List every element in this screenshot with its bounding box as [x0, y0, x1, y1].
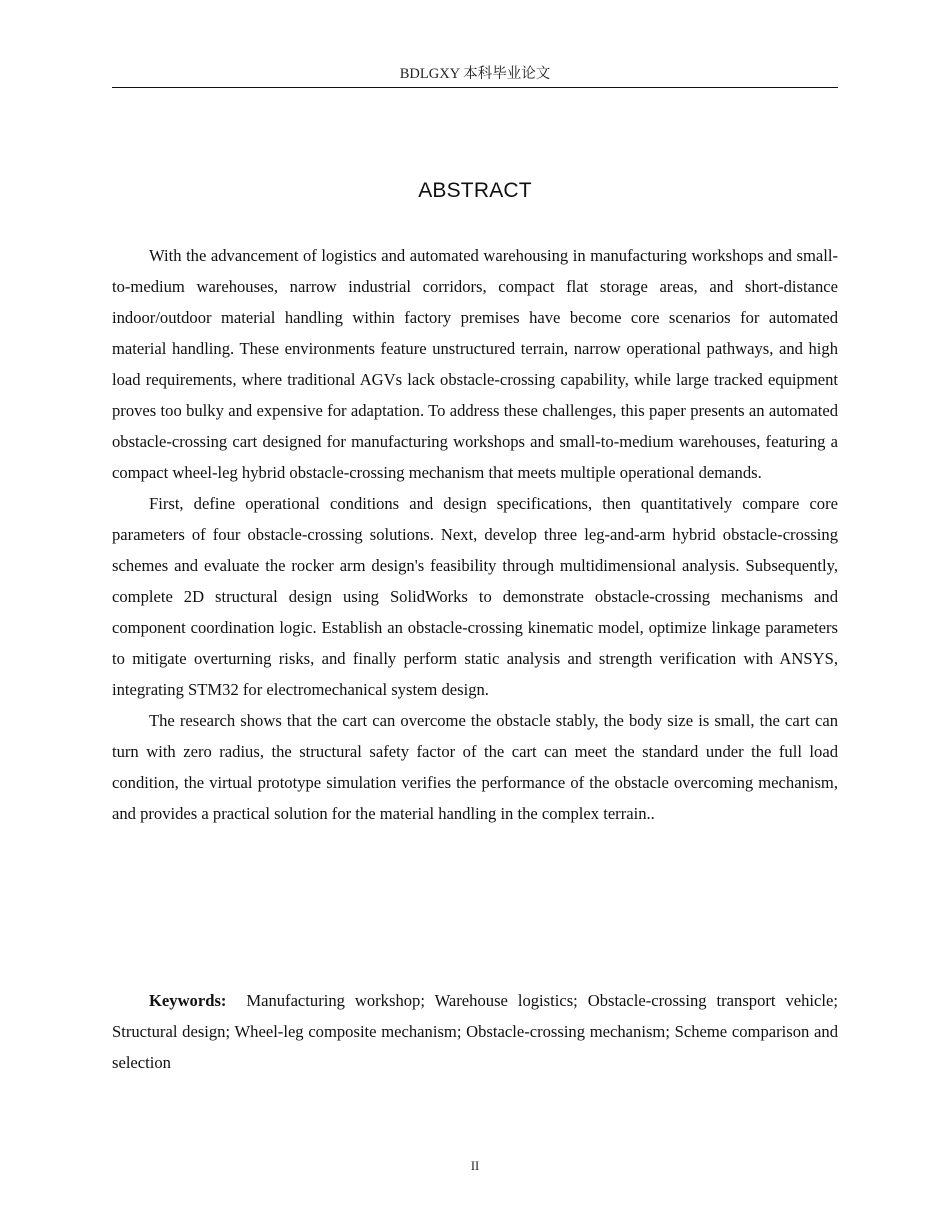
keywords-label: Keywords:: [149, 991, 227, 1010]
abstract-body: [112, 240, 838, 829]
page-number: II: [470, 1159, 480, 1173]
abstract-title: ABSTRACT: [418, 179, 532, 202]
header-rule: [112, 87, 838, 88]
abstract-paragraph-1: With the advancement of logistics and automated warehousing in manufacturing workshops and small-to-medium warehouses, narrow industrial corridors, compact flat storage areas, and short-distance indoor/outdoor material handling within factory premises have become core scenarios for automated material handling. These environments feature unstructured terrain, narrow operational pathways, and high load requirements, where traditional AGVs lack obstacle-crossing capability, while large tracked equipment proves too bulky and expensive for adaptation. To address these challenges, this paper presents an automated obstacle-crossing cart designed for manufacturing workshops and small-to-medium warehouses, featuring a compact wheel-leg hybrid obstacle-crossing mechanism that meets multiple operational demands.: [112, 246, 838, 482]
abstract-paragraph-3: The research shows that the cart can overcome the obstacle stably, the body size is small, the cart can turn with zero radius, the structural safety factor of the cart can meet the standard under the full load condition, the virtual prototype simulation verifies the performance of the obstacle overcoming mechanism, and provides a practical solution for the material handling in the complex terrain..: [112, 711, 838, 823]
running-header: BDLGXY 本科毕业论文: [399, 66, 551, 82]
keywords: [112, 985, 838, 1078]
abstract-paragraph-2: First, define operational conditions and design specifications, then quantitatively compare core parameters of four obstacle-crossing solutions. Next, develop three leg-and-arm hybrid obstacle-crossing schemes and evaluate the rocker arm design's feasibility through multidimensional analysis. Subsequently, complete 2D structural design using SolidWorks to demonstrate obstacle-crossing mechanisms and component coordination logic. Establish an obstacle-crossing kinematic model, optimize linkage parameters to mitigate overturning risks, and finally perform static analysis and strength verification with ANSYS, integrating STM32 for electromechanical system design.: [112, 494, 838, 699]
keywords-list: Manufacturing workshop; Warehouse logistics; Obstacle-crossing transport vehicle; Structural design; Wheel-leg composite mechanism; Obstacle-crossing mechanism; Scheme comparison and selection: [112, 991, 838, 1072]
